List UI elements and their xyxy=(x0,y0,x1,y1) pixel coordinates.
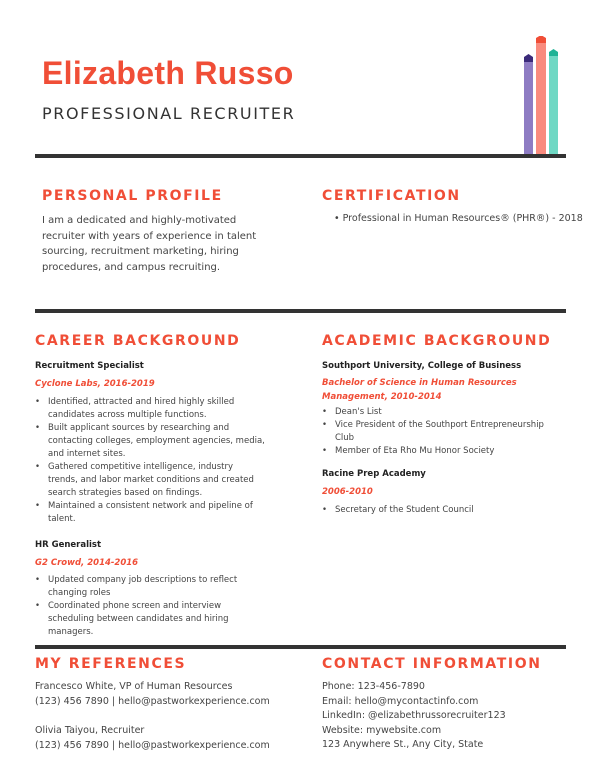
certification-item: • Professional in Human Resources® (PHR®) - 2018 xyxy=(334,213,583,224)
list-item: • Updated company job descriptions to reflect changing roles xyxy=(35,574,265,600)
contact-website: Website: mywebsite.com xyxy=(322,724,442,736)
list-item: • Vice President of the Southport Entrepreneurship Club xyxy=(322,419,552,445)
job-title: PROFESSIONAL RECRUITER xyxy=(42,104,296,123)
reference-contact: (123) 456 7890 | hello@pastworkexperience.com xyxy=(35,695,270,707)
bar-teal xyxy=(549,56,558,156)
list-item: • Identified, attracted and hired highly skilled candidates across multiple functions. xyxy=(35,396,265,422)
divider-bottom xyxy=(35,645,566,649)
school-detail: Bachelor of Science in Human Resources Management, 2010-2014 xyxy=(322,378,517,402)
profile-text: I am a dedicated and highly-motivated recruiter with years of experience in talent sourcing, recruitment marketing, hiring procedures, and campus recruiting. xyxy=(42,215,257,273)
school-bullets xyxy=(322,504,552,517)
list-item: • Dean's List xyxy=(322,406,552,419)
job-org: Cyclone Labs, 2016-2019 xyxy=(35,379,155,389)
career-heading: CAREER BACKGROUND xyxy=(35,333,241,349)
list-item: • Gathered competitive intelligence, industry trends, and labor market conditions and created search strategies based on findings. xyxy=(35,461,265,500)
job-org: G2 Crowd, 2014-2016 xyxy=(35,558,139,568)
bar-salmon-cap xyxy=(536,36,546,43)
academic-heading: ACADEMIC BACKGROUND xyxy=(322,333,552,349)
school-detail: 2006-2010 xyxy=(322,487,373,497)
list-item: • Secretary of the Student Council xyxy=(322,504,552,517)
bar-salmon xyxy=(536,43,546,156)
contact-list xyxy=(322,680,506,753)
candidate-name: Elizabeth Russo xyxy=(42,55,294,91)
bar-purple xyxy=(524,62,533,156)
references-list xyxy=(35,680,270,753)
decorative-bars-graphic xyxy=(523,36,559,156)
list-item: • Coordinated phone screen and interview scheduling between candidates and hiring managers. xyxy=(35,600,265,639)
contact-email: Email: hello@mycontactinfo.com xyxy=(322,695,479,707)
bar-purple-cap xyxy=(524,54,533,62)
job-role: HR Generalist xyxy=(35,540,102,550)
list-item: • Built applicant sources by researching and contacting colleges, employment agencies, media, and internet sites. xyxy=(35,422,265,461)
school-name: Southport University, College of Business xyxy=(322,361,522,371)
contact-linkedin: LinkedIn: @elizabethrussorecruiter123 xyxy=(322,710,506,721)
job-bullets xyxy=(35,396,265,526)
school-name: Racine Prep Academy xyxy=(322,469,426,479)
contact-heading: CONTACT INFORMATION xyxy=(322,656,542,672)
divider-top xyxy=(35,154,566,158)
references-heading: MY REFERENCES xyxy=(35,656,187,672)
list-item: • Maintained a consistent network and pipeline of talent. xyxy=(35,500,265,526)
divider-middle xyxy=(35,309,566,313)
reference-name: Francesco White, VP of Human Resources xyxy=(35,681,233,692)
job-bullets xyxy=(35,574,265,639)
school-bullets xyxy=(322,406,552,458)
reference-contact: (123) 456 7890 | hello@pastworkexperience.com xyxy=(35,739,270,751)
bar-teal-cap xyxy=(549,49,558,56)
reference-name: Olivia Taiyou, Recruiter xyxy=(35,725,145,736)
job-role: Recruitment Specialist xyxy=(35,361,144,371)
certification-heading: CERTIFICATION xyxy=(322,188,461,204)
profile-heading: PERSONAL PROFILE xyxy=(42,188,223,204)
list-item: • Member of Eta Rho Mu Honor Society xyxy=(322,445,552,458)
contact-phone: Phone: 123-456-7890 xyxy=(322,681,425,692)
contact-address: 123 Anywhere St., Any City, State xyxy=(322,739,484,750)
